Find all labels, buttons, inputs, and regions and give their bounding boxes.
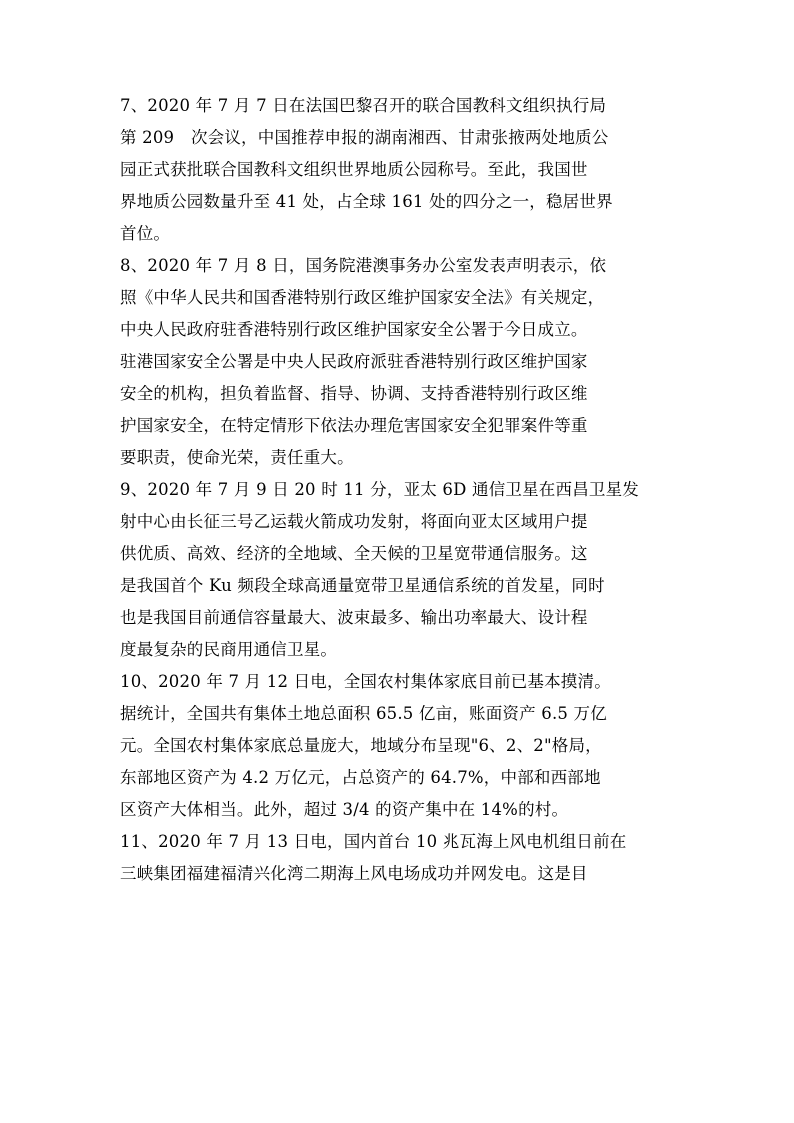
text-line: 也是我国目前通信容量最大、波束最多、输出功率最大、设计程 — [120, 608, 588, 627]
text-line: 要职责，使命光荣，责任重大。 — [120, 448, 354, 467]
document-body — [120, 90, 680, 890]
text-line: 10、2020 年 7 月 12 日电，全国农村集体家底目前已基本摸清。 — [120, 672, 611, 691]
text-line: 照《中华人民共和国香港特别行政区维护国家安全法》有关规定， — [120, 288, 605, 307]
text-line: 安全的机构，担负着监督、指导、协调、支持香港特别行政区维 — [120, 384, 588, 403]
text-line: 供优质、高效、经济的全地域、全天候的卫星宽带通信服务。这 — [120, 544, 588, 563]
text-line: 11、2020 年 7 月 13 日电，国内首台 10 兆瓦海上风电机组日前在 — [120, 832, 627, 851]
text-line: 第 209 次会议，中国推荐申报的湖南湘西、甘肃张掖两处地质公 — [120, 128, 609, 147]
text-line: 据统计，全国共有集体土地总面积 65.5 亿亩，账面资产 6.5 万亿 — [120, 704, 607, 723]
text-line: 中央人民政府驻香港特别行政区维护国家安全公署于今日成立。 — [120, 320, 588, 339]
text-line: 8、2020 年 7 月 8 日，国务院港澳事务办公室发表声明表示，依 — [120, 256, 607, 275]
text-line: 射中心由长征三号乙运载火箭成功发射，将面向亚太区域用户提 — [120, 512, 588, 531]
text-line: 是我国首个 Ku 频段全球高通量宽带卫星通信系统的首发星，同时 — [120, 576, 605, 595]
text-line: 区资产大体相当。此外，超过 3/4 的资产集中在 14%的村。 — [120, 800, 569, 819]
text-line: 9、2020 年 7 月 9 日 20 时 11 分，亚太 6D 通信卫星在西昌卫星发 — [120, 480, 639, 499]
text-line: 护国家安全，在特定情形下依法办理危害国家安全犯罪案件等重 — [120, 416, 588, 435]
text-line: 界地质公园数量升至 41 处，占全球 161 处的四分之一，稳居世界 — [120, 192, 613, 211]
text-line: 元。全国农村集体家底总量庞大，地域分布呈现"6、2、2"格局， — [120, 736, 602, 755]
text-line: 园正式获批联合国教科文组织世界地质公园称号。至此，我国世 — [120, 160, 588, 179]
text-line: 驻港国家安全公署是中央人民政府派驻香港特别行政区维护国家 — [120, 352, 588, 371]
text-line: 度最复杂的民商用通信卫星。 — [120, 640, 338, 659]
text-line: 首位。 — [120, 224, 171, 243]
text-line: 三峡集团福建福清兴化湾二期海上风电场成功并网发电。这是目 — [120, 864, 588, 883]
text-line: 东部地区资产为 4.2 万亿元，占总资产的 64.7%，中部和西部地 — [120, 768, 601, 787]
text-line: 7、2020 年 7 月 7 日在法国巴黎召开的联合国教科文组织执行局 — [120, 96, 607, 115]
